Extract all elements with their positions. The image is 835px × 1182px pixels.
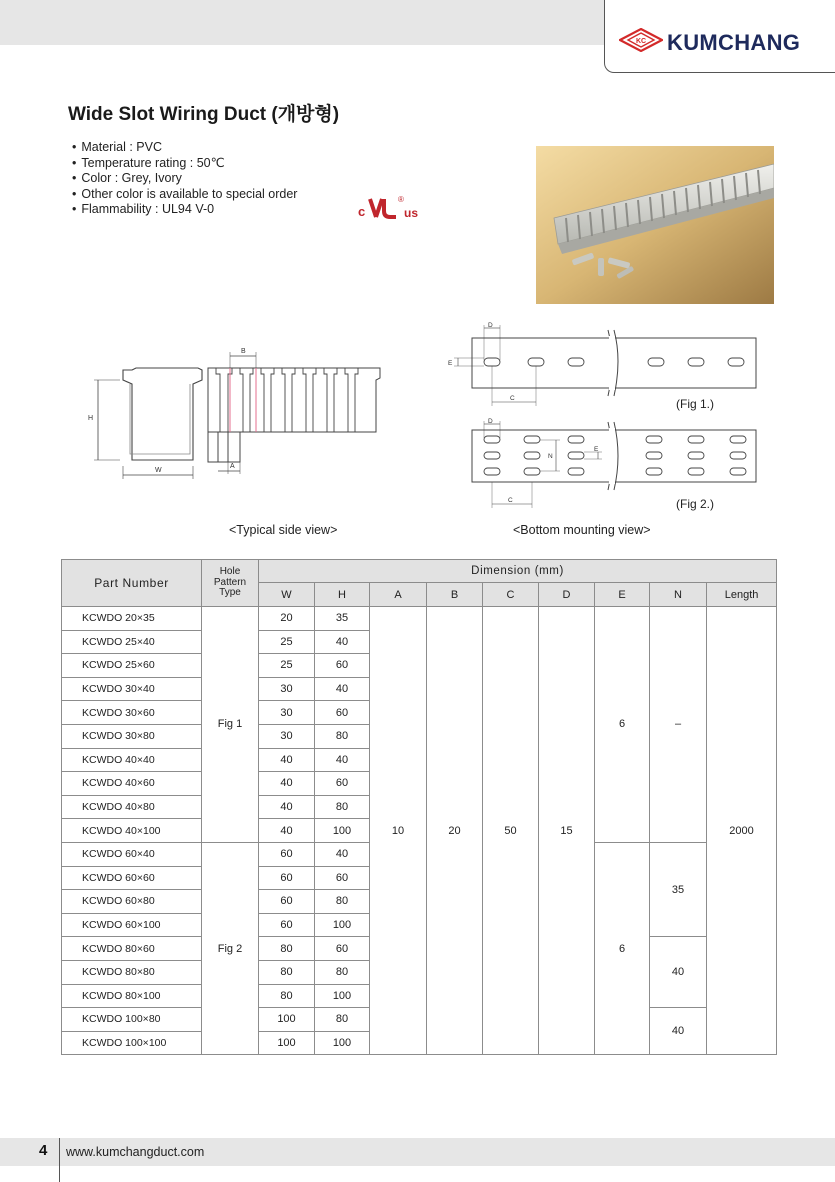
cell-w: 30: [259, 701, 315, 725]
cell-h: 35: [315, 607, 370, 631]
cell-part: KCWDO 60×40: [62, 842, 202, 866]
header-n: N: [650, 583, 707, 607]
cell-h: 100: [315, 1031, 370, 1055]
header-dimension: Dimension (mm): [259, 560, 777, 583]
cell-h: 80: [315, 1008, 370, 1032]
fig2-label-e: E: [594, 446, 599, 453]
cell-w: 40: [259, 819, 315, 843]
header-w: W: [259, 583, 315, 607]
cell-h: 40: [315, 630, 370, 654]
cell-h: 60: [315, 937, 370, 961]
kumchang-logo-icon: [619, 28, 663, 52]
cert-right: us: [404, 206, 419, 220]
cell-w: 80: [259, 960, 315, 984]
cert-left: c: [358, 204, 366, 219]
spec-item: • Material : PVC: [72, 140, 297, 156]
cell-a: 10: [370, 607, 427, 1055]
cell-h: 80: [315, 795, 370, 819]
cell-h: 80: [315, 890, 370, 914]
spec-item: • Other color is available to special order: [72, 187, 297, 203]
fig2-label-d: D: [488, 418, 493, 425]
cell-h: 60: [315, 866, 370, 890]
cell-w: 60: [259, 890, 315, 914]
page-title: Wide Slot Wiring Duct (개방형): [68, 104, 340, 125]
cell-part: KCWDO 100×100: [62, 1031, 202, 1055]
cell-w: 20: [259, 607, 315, 631]
cell-w: 25: [259, 630, 315, 654]
header-a: A: [370, 583, 427, 607]
cell-n-group1: –: [650, 607, 707, 843]
side-view-drawing: [80, 340, 390, 480]
cell-w: 30: [259, 724, 315, 748]
cell-part: KCWDO 25×60: [62, 654, 202, 678]
cell-part: KCWDO 25×40: [62, 630, 202, 654]
spec-item: • Color : Grey, Ivory: [72, 171, 297, 187]
header-h: H: [315, 583, 370, 607]
header-hole-line: Pattern: [213, 576, 247, 588]
fig2-label-c: C: [508, 497, 513, 504]
cell-w: 100: [259, 1008, 315, 1032]
cell-part: KCWDO 30×40: [62, 677, 202, 701]
cell-w: 100: [259, 1031, 315, 1055]
footer-url-link[interactable]: www.kumchangduct.com: [66, 1145, 205, 1159]
cell-w: 80: [259, 984, 315, 1008]
side-label-w: W: [155, 467, 162, 474]
cell-d: 15: [539, 607, 595, 1055]
fig1-label-e: E: [448, 360, 453, 367]
cell-w: 40: [259, 748, 315, 772]
cell-w: 60: [259, 913, 315, 937]
cell-h: 60: [315, 654, 370, 678]
table-row: [62, 607, 777, 631]
fig2-label-n: N: [548, 453, 553, 460]
cell-b: 20: [427, 607, 483, 1055]
ul-recognized-icon: [356, 193, 432, 221]
cell-part: KCWDO 80×60: [62, 937, 202, 961]
cell-e-group2: 6: [595, 842, 650, 1054]
cell-h: 60: [315, 772, 370, 796]
cell-part: KCWDO 40×60: [62, 772, 202, 796]
brand-logo: [604, 0, 835, 73]
cell-part: KCWDO 100×80: [62, 1008, 202, 1032]
bottom-view-drawing: [440, 320, 770, 520]
cell-h: 100: [315, 913, 370, 937]
fig1-label-d: D: [488, 322, 493, 329]
cell-part: KCWDO 30×60: [62, 701, 202, 725]
header-hole-line: Hole: [219, 566, 241, 578]
cell-h: 40: [315, 842, 370, 866]
cell-part: KCWDO 40×40: [62, 748, 202, 772]
cell-part: KCWDO 30×80: [62, 724, 202, 748]
cell-n-group2: 35: [650, 842, 707, 936]
bottom-view-caption: <Bottom mounting view>: [513, 523, 651, 537]
cell-n-group4: 40: [650, 1008, 707, 1055]
cell-part: KCWDO 40×80: [62, 795, 202, 819]
cell-h: 100: [315, 819, 370, 843]
header-d: D: [539, 583, 595, 607]
cell-h: 80: [315, 960, 370, 984]
spec-item: • Temperature rating : 50℃: [72, 156, 297, 172]
cell-e-group1: 6: [595, 607, 650, 843]
footer-divider: [59, 1138, 60, 1182]
cell-w: 60: [259, 866, 315, 890]
header-length: Length: [707, 583, 777, 607]
cell-hole-fig2: Fig 2: [202, 842, 259, 1054]
cell-c: 50: [483, 607, 539, 1055]
cell-part: KCWDO 40×100: [62, 819, 202, 843]
cell-h: 60: [315, 701, 370, 725]
cell-n-group3: 40: [650, 937, 707, 1008]
cert-reg: ®: [398, 195, 404, 204]
fig2-caption: (Fig 2.): [676, 497, 715, 511]
cell-h: 100: [315, 984, 370, 1008]
side-view-caption: <Typical side view>: [229, 523, 338, 537]
cell-w: 25: [259, 654, 315, 678]
cell-part: KCWDO 80×80: [62, 960, 202, 984]
cell-part: KCWDO 20×35: [62, 607, 202, 631]
cell-w: 30: [259, 677, 315, 701]
cell-hole-fig1: Fig 1: [202, 607, 259, 843]
cell-w: 40: [259, 772, 315, 796]
side-label-b: B: [241, 348, 246, 355]
cell-length: 2000: [707, 607, 777, 1055]
cell-h: 40: [315, 677, 370, 701]
cell-part: KCWDO 60×80: [62, 890, 202, 914]
fig1-label-c: C: [510, 395, 515, 402]
dimension-table: [61, 559, 777, 1055]
header-hole-pattern: [202, 560, 259, 607]
side-label-a: A: [230, 463, 235, 470]
cell-w: 60: [259, 842, 315, 866]
cell-part: KCWDO 60×100: [62, 913, 202, 937]
header-part-number: Part Number: [62, 560, 202, 607]
header-c: C: [483, 583, 539, 607]
cell-part: KCWDO 80×100: [62, 984, 202, 1008]
spec-list: [72, 140, 297, 218]
side-label-h: H: [88, 415, 94, 422]
header-e: E: [595, 583, 650, 607]
cell-h: 80: [315, 724, 370, 748]
header-b: B: [427, 583, 483, 607]
brand-name: KUMCHANG: [667, 30, 801, 55]
cell-w: 40: [259, 795, 315, 819]
cell-h: 40: [315, 748, 370, 772]
spec-item: • Flammability : UL94 V-0: [72, 202, 297, 218]
header-hole-line: Type: [219, 587, 241, 599]
product-photo: [536, 146, 774, 304]
logo-mark-letters: KC: [635, 38, 647, 45]
fig1-caption: (Fig 1.): [676, 397, 715, 411]
cell-w: 80: [259, 937, 315, 961]
cell-part: KCWDO 60×60: [62, 866, 202, 890]
page-number: 4: [39, 1142, 48, 1159]
